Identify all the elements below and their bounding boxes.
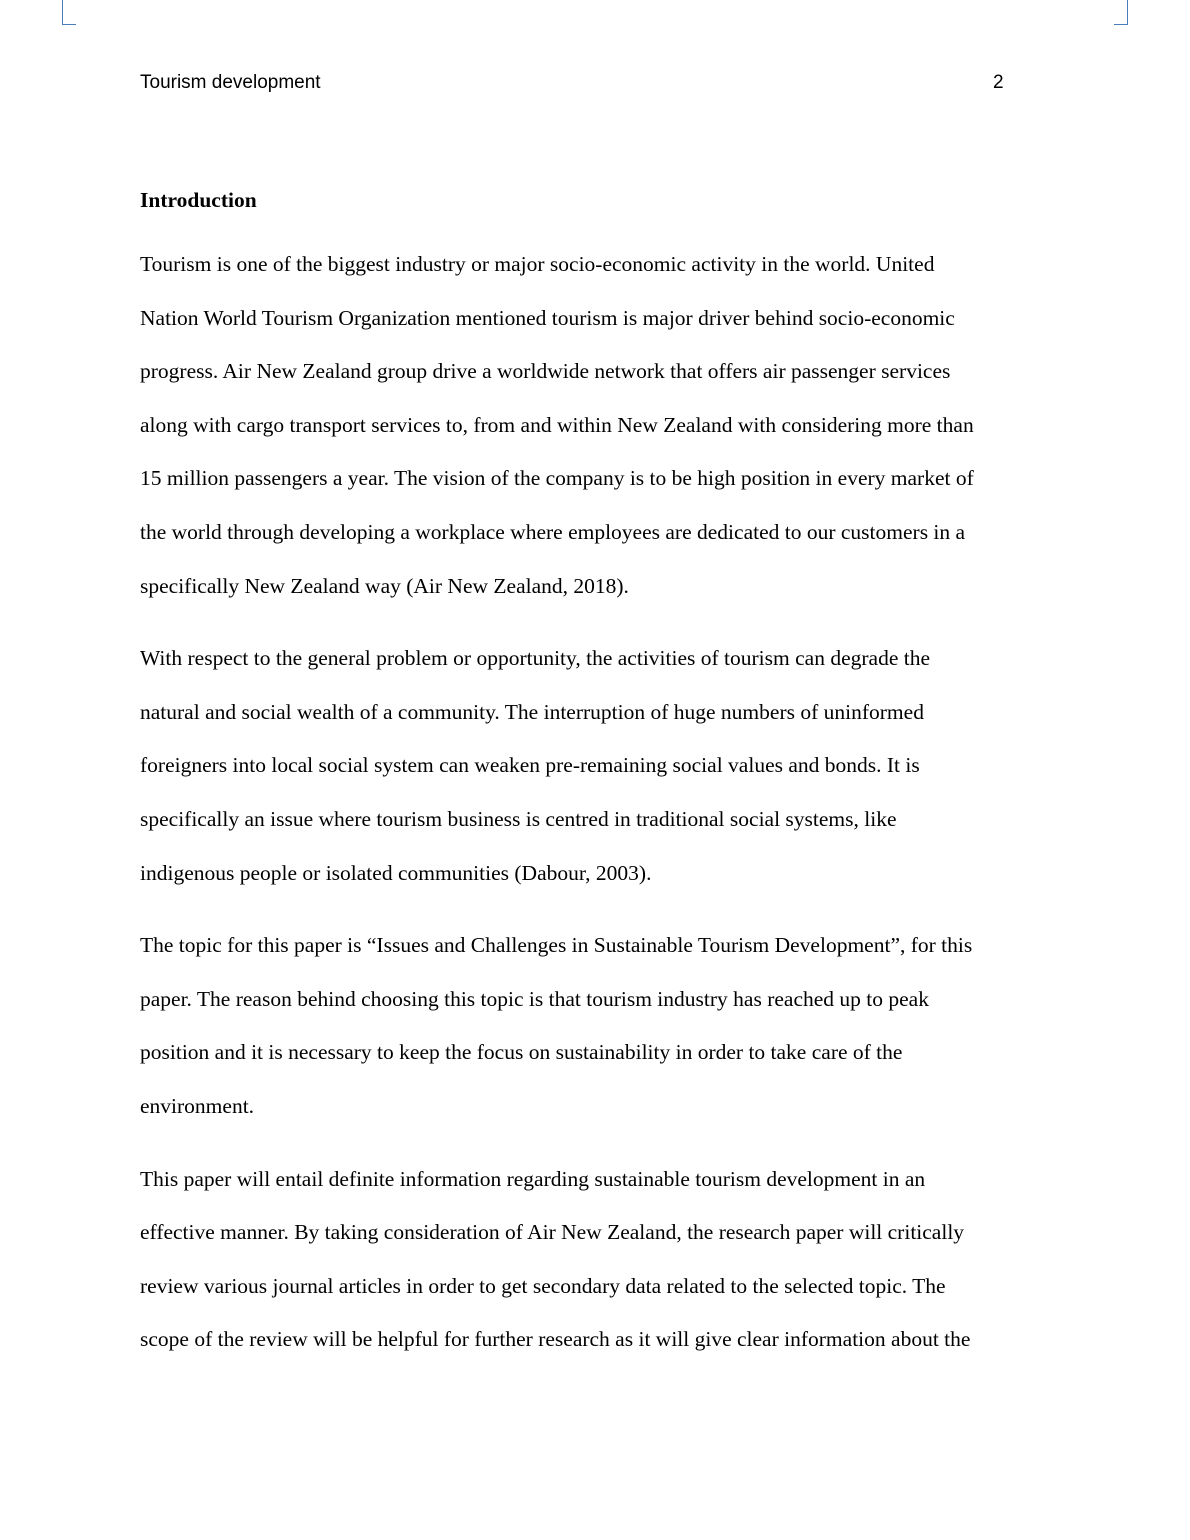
- paragraph-line: With respect to the general problem or opportunity, the activities of tourism can degrade the: [140, 646, 930, 671]
- paragraph-line: The topic for this paper is “Issues and Challenges in Sustainable Tourism Development”, for this: [140, 933, 973, 958]
- crop-mark-top-right: [1114, 0, 1128, 25]
- paragraph-line: foreigners into local social system can weaken pre-remaining social values and bonds. It is: [140, 753, 920, 778]
- paragraph-line: specifically New Zealand way (Air New Zealand, 2018).: [140, 573, 629, 598]
- running-header-title: Tourism development: [140, 72, 321, 93]
- paragraph: [140, 238, 1052, 613]
- page-number: 2: [993, 72, 1004, 93]
- section-heading: Introduction: [140, 188, 257, 212]
- paragraph-line: natural and social wealth of a community. The interruption of huge numbers of uninformed: [140, 699, 924, 724]
- paragraph-line: Tourism is one of the biggest industry or major socio-economic activity in the world. United: [140, 252, 935, 276]
- paragraph-line: scope of the review will be helpful for further research as it will give clear information about the: [140, 1327, 971, 1352]
- paragraph-line: environment.: [140, 1093, 255, 1118]
- paragraph-line: review various journal articles in order to get secondary data related to the selected topic. The: [140, 1273, 946, 1298]
- paragraph-line: Nation World Tourism Organization mentioned tourism is major driver behind socio-economic: [140, 305, 955, 330]
- paragraph-line: the world through developing a workplace where employees are dedicated to our customers in a: [140, 519, 966, 544]
- paragraph-line: indigenous people or isolated communities (Dabour, 2003).: [140, 860, 652, 885]
- paragraph: [140, 1153, 1052, 1367]
- paragraph-line: progress. Air New Zealand group drive a worldwide network that offers air passenger services: [140, 359, 951, 384]
- paragraph-line: along with cargo transport services to, from and within New Zealand with considering more than: [140, 412, 974, 437]
- document-body: [140, 184, 1052, 1386]
- paragraph-line: specifically an issue where tourism business is centred in traditional social systems, like: [140, 806, 897, 831]
- paragraph: [140, 919, 1052, 1133]
- paragraph-line: This paper will entail definite information regarding sustainable tourism development in an: [140, 1166, 926, 1191]
- paragraph-line: paper. The reason behind choosing this topic is that tourism industry has reached up to peak: [140, 986, 929, 1011]
- paragraph: [140, 632, 1052, 900]
- crop-mark-top-left: [62, 0, 76, 25]
- paragraph-line: position and it is necessary to keep the focus on sustainability in order to take care of the: [140, 1040, 903, 1065]
- paragraph-line: 15 million passengers a year. The vision of the company is to be high position in every market of: [140, 466, 974, 491]
- paragraph-line: effective manner. By taking consideration of Air New Zealand, the research paper will critically: [140, 1220, 965, 1245]
